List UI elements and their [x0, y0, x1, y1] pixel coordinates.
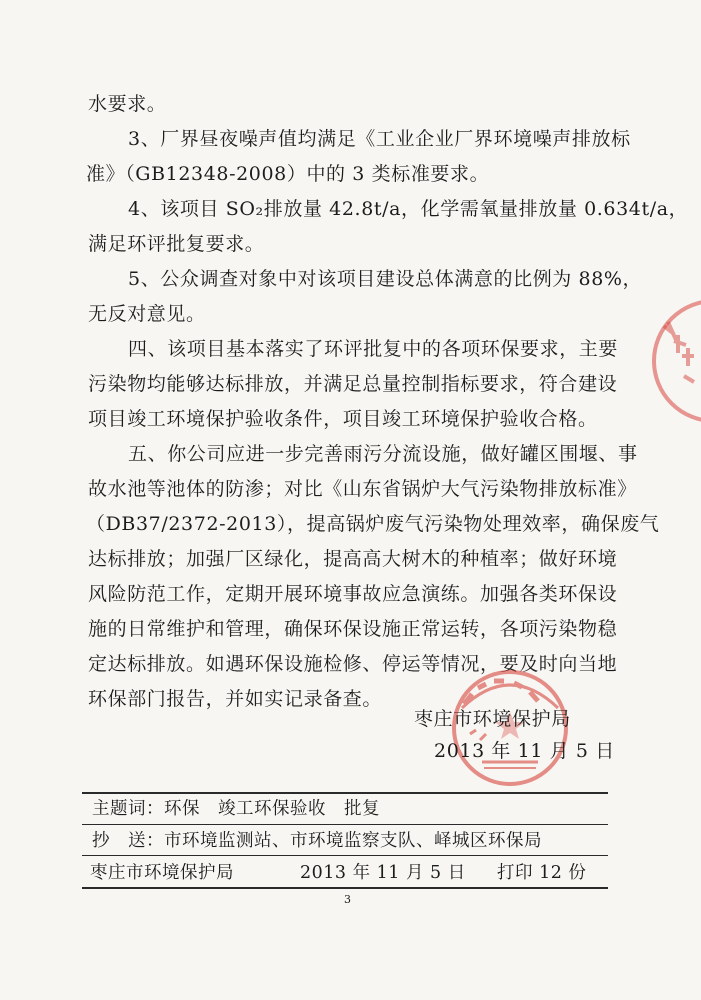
issuer-name: 枣庄市环境保护局 [90, 863, 234, 883]
body-line: 4、该项目 SO₂排放量 42.8t/a，化学需氧量排放量 0.634t/a， [128, 198, 689, 220]
issue-date: 2013 年 11 月 5 日 [300, 863, 466, 883]
signature-organization: 枣庄市环境保护局 [414, 708, 571, 730]
footer-top-rule [82, 792, 608, 794]
body-line: 污染物均能够达标排放，并满足总量控制指标要求，符合建设 [88, 373, 618, 395]
body-line: 水要求。 [88, 93, 167, 115]
body-line: （DB37/2372-2013），提高锅炉废气污染物处理效率，确保废气 [86, 513, 660, 535]
body-line: 达标排放；加强厂区绿化，提高高大树木的种植率；做好环境 [88, 548, 618, 570]
body-line: 四、该项目基本落实了环评批复中的各项环保要求，主要 [128, 338, 619, 360]
body-line: 风险防范工作，定期开展环境事故应急演练。加强各类环保设 [88, 583, 618, 605]
page-number: 3 [344, 893, 351, 906]
body-line: 满足环评批复要求。 [88, 233, 265, 255]
seam-seal-stamp [634, 296, 701, 426]
footer-divider [82, 824, 608, 825]
signature-date: 2013 年 11 月 5 日 [434, 740, 615, 762]
body-line: 施的日常维护和管理，确保环保设施正常运转，各项污染物稳 [88, 618, 618, 640]
copies-count: 打印 12 份 [497, 863, 587, 883]
body-line: 无反对意见。 [88, 303, 206, 325]
subject-keywords: 主题词：环保 竣工环保验收 批复 [92, 799, 380, 819]
body-line: 故水池等池体的防渗；对比《山东省锅炉大气污染物排放标准》 [88, 478, 637, 500]
body-line: 定达标排放。如遇环保设施检修、停运等情况，要及时向当地 [88, 653, 618, 675]
body-line: 项目竣工环境保护验收条件，项目竣工环境保护验收合格。 [88, 408, 598, 430]
body-line: 准》（GB12348-2008）中的 3 类标准要求。 [86, 163, 490, 185]
carbon-copy-line: 抄 送：市环境监测站、市环境监察支队、峄城区环保局 [92, 831, 542, 851]
body-line: 五、你公司应进一步完善雨污分流设施，做好罐区围堰、事 [128, 443, 638, 465]
body-line: 5、公众调查对象中对该项目建设总体满意的比例为 88%， [128, 268, 643, 290]
body-line: 环保部门报告，并如实记录备查。 [88, 688, 383, 710]
footer-bottom-rule [82, 887, 608, 889]
footer-divider [82, 855, 608, 856]
body-line: 3、厂界昼夜噪声值均满足《工业企业厂界环境噪声排放标 [128, 128, 631, 150]
